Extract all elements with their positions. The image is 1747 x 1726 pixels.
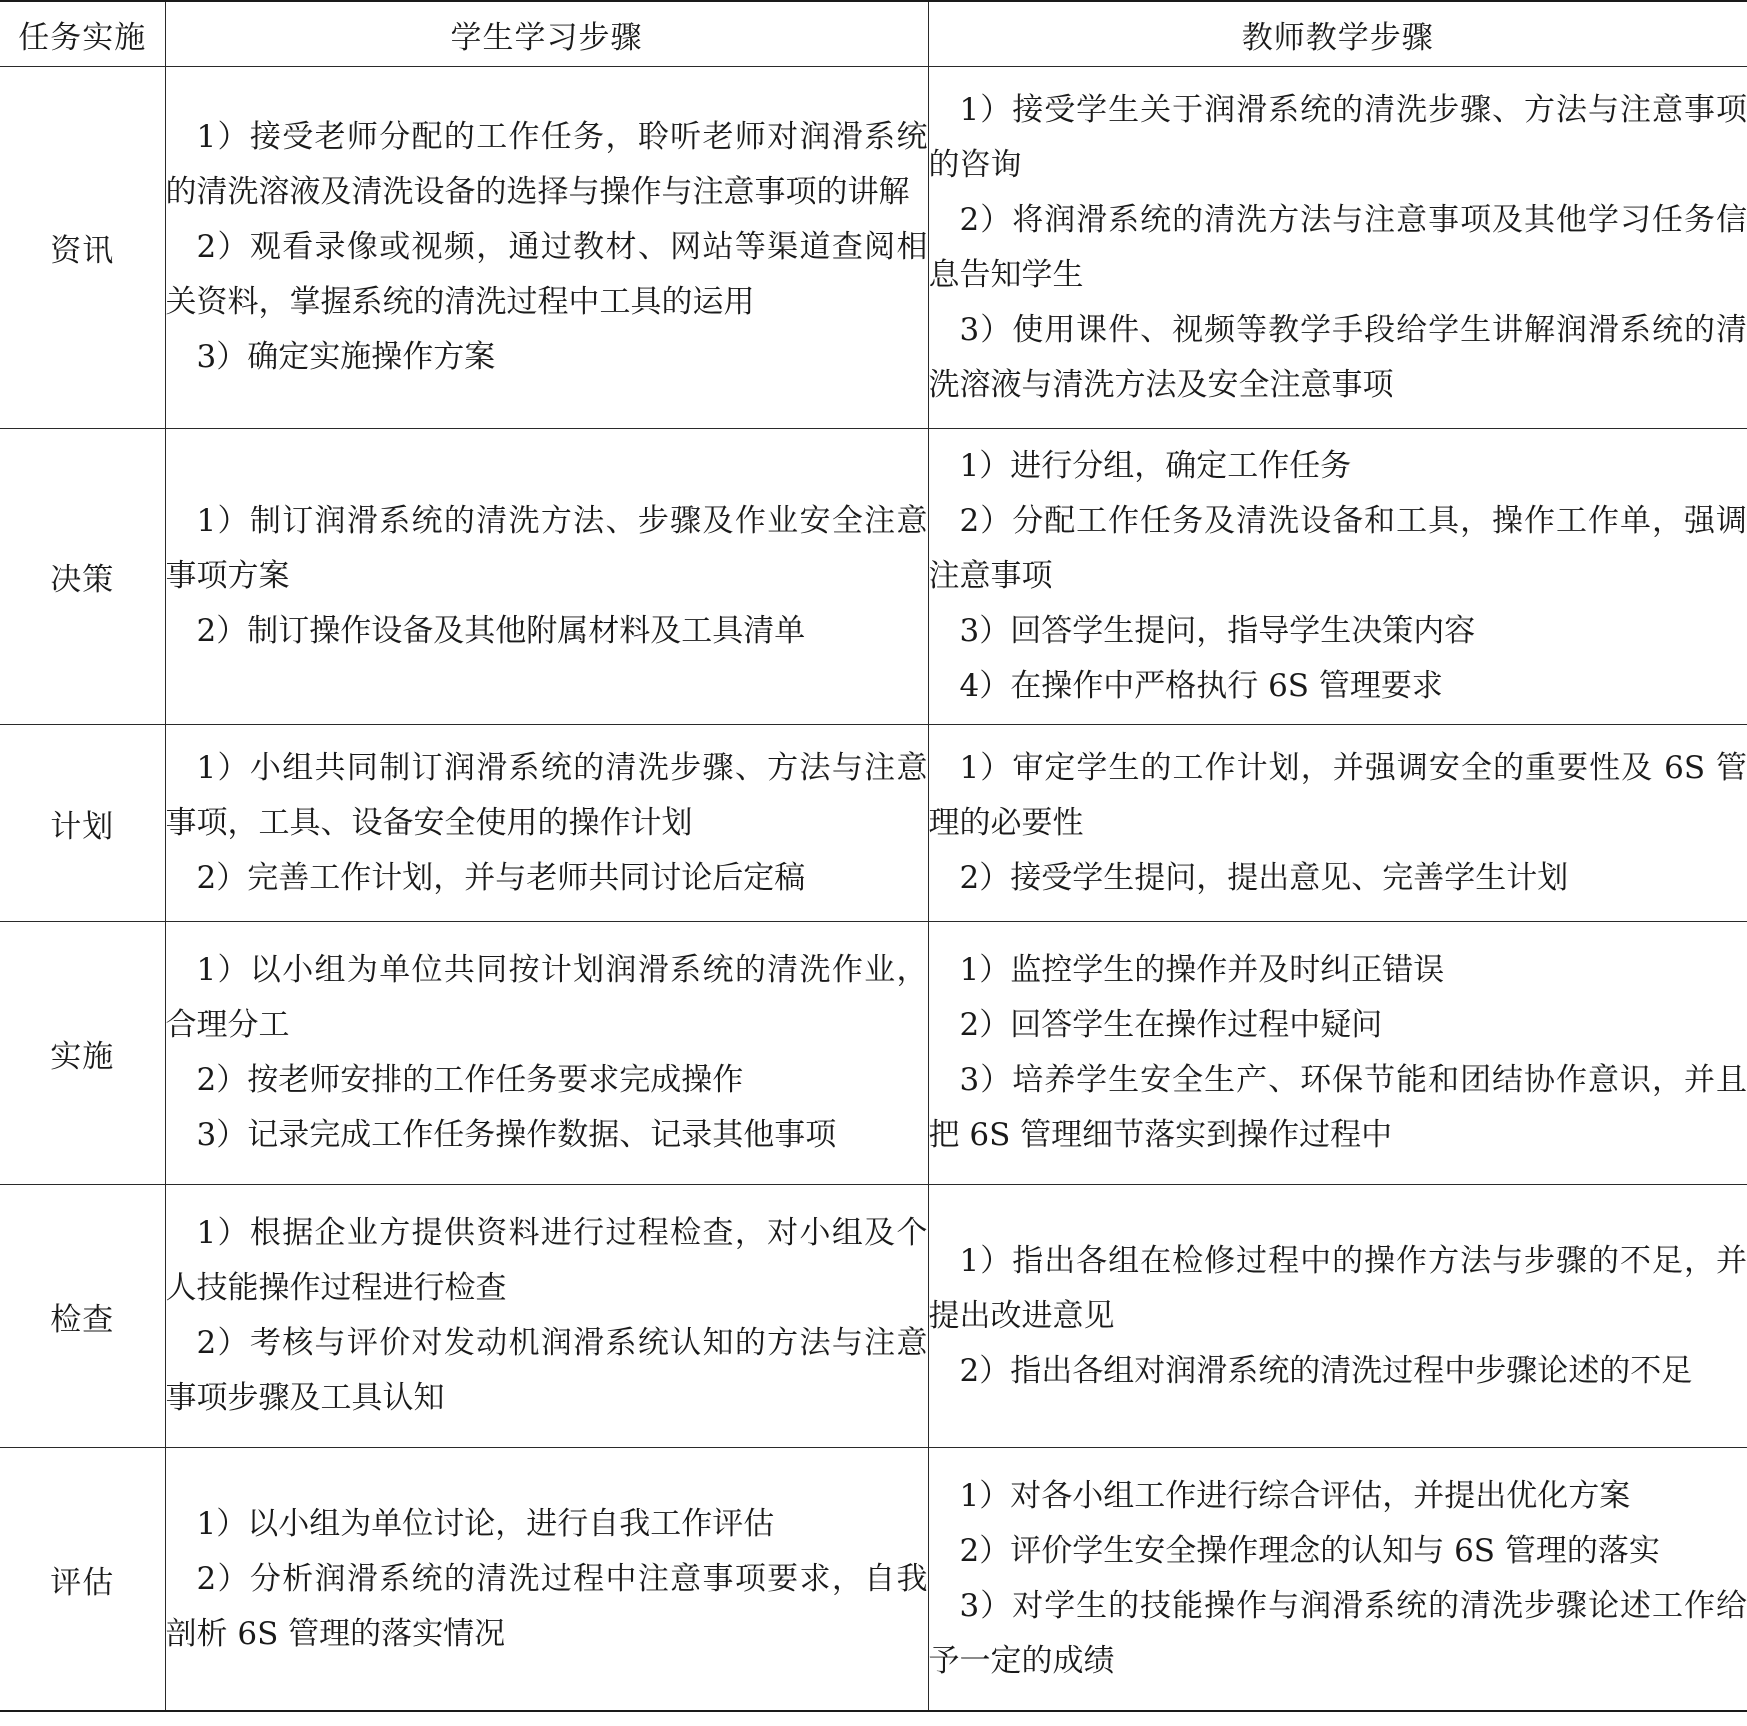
stage-cell: 检查 [0,1185,165,1448]
table-row [0,429,1747,725]
step-item: 1）接受老师分配的工作任务，聆听老师对润滑系统的清洗溶液及清洗设备的选择与操作与注意事项的讲解 [165,119,928,210]
table-row [0,725,1747,922]
stage-cell: 计划 [0,725,165,922]
step-item: 2）分配工作任务及清洗设备和工具，操作工作单，强调注意事项 [928,503,1747,594]
step-item: 2）指出各组对润滑系统的清洗过程中步骤论述的不足 [959,1352,1693,1389]
step-item: 2）考核与评价对发动机润滑系统认知的方法与注意事项步骤及工具认知 [165,1325,928,1416]
step-item: 1）根据企业方提供资料进行过程检查，对小组及个人技能操作过程进行检查 [165,1215,928,1306]
teacher-steps-cell [928,1448,1747,1712]
header-student-steps: 学生学习步骤 [165,1,928,67]
stage-cell: 决策 [0,429,165,725]
student-steps-cell [165,1448,928,1712]
step-item: 1）小组共同制订润滑系统的清洗步骤、方法与注意事项，工具、设备安全使用的操作计划 [165,749,928,841]
step-item: 2）分析润滑系统的清洗过程中注意事项要求，自我剖析 6S 管理的落实情况 [165,1560,928,1652]
step-item: 1）对各小组工作进行综合评估，并提出优化方案 [959,1478,1631,1514]
teacher-steps-cell [928,922,1747,1185]
step-item: 1）监控学生的操作并及时纠正错误 [959,952,1445,988]
stage-cell: 资讯 [0,67,165,429]
table-row [0,1448,1747,1712]
step-item: 2）制订操作设备及其他附属材料及工具清单 [196,613,806,649]
step-item: 2）评价学生安全操作理念的认知与 6S 管理的落实 [959,1533,1660,1569]
table-row [0,67,1747,429]
stage-cell: 实施 [0,922,165,1185]
header-teacher-steps: 教师教学步骤 [928,1,1747,67]
stage-cell: 评估 [0,1448,165,1712]
step-item: 2）完善工作计划，并与老师共同讨论后定稿 [196,859,806,896]
step-item: 2）按老师安排的工作任务要求完成操作 [196,1062,744,1098]
step-item: 3）记录完成工作任务操作数据、记录其他事项 [196,1117,837,1153]
step-item: 1）指出各组在检修过程中的操作方法与步骤的不足，并提出改进意见 [928,1242,1747,1334]
student-steps-cell [165,429,928,725]
step-item: 2）接受学生提问，提出意见、完善学生计划 [959,859,1569,896]
step-item: 1）以小组为单位讨论，进行自我工作评估 [196,1505,775,1542]
step-item: 3）对学生的技能操作与润滑系统的清洗步骤论述工作给予一定的成绩 [928,1588,1747,1679]
teacher-steps-cell [928,725,1747,922]
step-item: 1）以小组为单位共同按计划润滑系统的清洗作业，合理分工 [165,952,928,1043]
teacher-steps-cell [928,429,1747,725]
teacher-steps-cell [928,1185,1747,1448]
student-steps-cell [165,725,928,922]
header-row [0,1,1747,67]
step-item: 1）进行分组，确定工作任务 [959,448,1352,484]
student-steps-cell [165,922,928,1185]
step-item: 3）回答学生提问，指导学生决策内容 [959,613,1476,649]
table-row [0,922,1747,1185]
step-item: 3）使用课件、视频等教学手段给学生讲解润滑系统的清洗溶液与清洗方法及安全注意事项 [928,311,1747,403]
student-steps-cell [165,1185,928,1448]
step-item: 1）制订润滑系统的清洗方法、步骤及作业安全注意事项方案 [165,503,928,594]
student-steps-cell [165,67,928,429]
teacher-steps-cell [928,67,1747,429]
step-item: 2）观看录像或视频，通过教材、网站等渠道查阅相关资料，掌握系统的清洗过程中工具的运用 [165,229,928,320]
step-item: 2）将润滑系统的清洗方法与注意事项及其他学习任务信息告知学生 [928,201,1747,293]
step-item: 1）审定学生的工作计划，并强调安全的重要性及 6S 管理的必要性 [928,749,1747,841]
table-row [0,1185,1747,1448]
header-task-stage: 任务实施 [0,1,165,67]
step-item: 1）接受学生关于润滑系统的清洗步骤、方法与注意事项的咨询 [928,91,1747,183]
step-item: 2）回答学生在操作过程中疑问 [959,1007,1383,1043]
step-item: 3）确定实施操作方案 [196,339,496,375]
step-item: 3）培养学生安全生产、环保节能和团结协作意识，并且把 6S 管理细节落实到操作过程中 [928,1062,1747,1153]
step-item: 4）在操作中严格执行 6S 管理要求 [959,668,1443,704]
